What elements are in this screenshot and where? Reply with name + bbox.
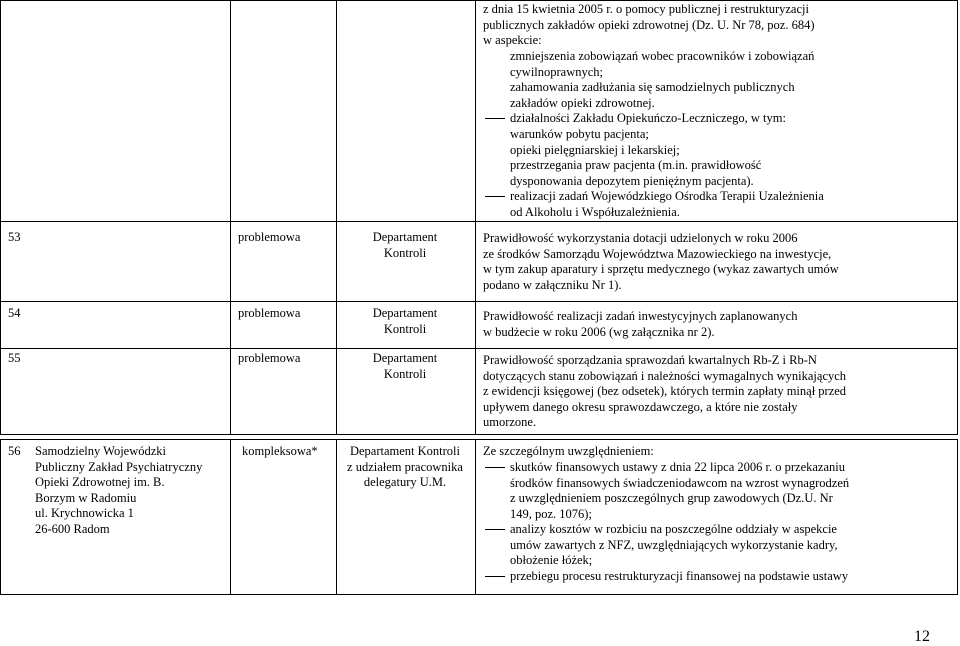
scope-bullet: analizy kosztów w rozbiciu na poszczególne oddziały w aspekcie umów zawartych z NFZ, uwzględniających wykorzystanie kadry, obłożenie łóżek; <box>510 522 838 568</box>
column-divider <box>475 0 476 221</box>
dash-bullet <box>485 467 505 468</box>
text-line: w aspekcie: <box>483 33 542 48</box>
bullet-c <box>510 189 872 220</box>
text-line: opieki pielęgniarskiej i lekarskiej; <box>510 142 680 157</box>
text-line: warunków pobytu pacjenta; <box>510 127 649 141</box>
control-scope: Prawidłowość sporządzania sprawozdań kwartalnych Rb-Z i Rb-N dotyczących stanu zobowiązań i należności wymagalnych wynikających z ewidencji księgowej (bez odsetek), których termin zapłaty minął przed upływem danego okresu sprawozdawczego, a które nie zostały umorzone. <box>483 353 847 430</box>
text-line: publicznych zakładów opieki zdrowotnej (Dz. U. Nr 78, poz. 684) <box>483 17 815 32</box>
text-line: zmniejszenia zobowiązań wobec pracowników i zobowiązań <box>510 49 815 63</box>
text-line: cywilnoprawnych; <box>510 64 604 79</box>
text-line: zakładów opieki zdrowotnej. <box>510 95 655 110</box>
dash-bullet <box>485 529 505 530</box>
control-scope: Prawidłowość realizacji zadań inwestycyjnych zaplanowanych w budżecie w roku 2006 (wg załącznika nr 2). <box>483 309 798 339</box>
text-line: realizacji zadań Wojewódzkiego Ośrodka Terapii Uzależnienia <box>510 189 824 203</box>
dash-bullet <box>485 196 505 197</box>
continued-description <box>483 2 873 49</box>
text-line: przestrzegania praw pacjenta (m.in. prawidłowość <box>510 158 762 173</box>
department: Departament Kontroli z udziałem pracownika delegatury U.M. <box>347 444 463 490</box>
scope-bullet: skutków finansowych ustawy z dnia 22 lipca 2006 r. o przekazaniu środków finansowych świadczeniodawcom na wzrost wynagrodzeń z uwzględnieniem poszczególnych grup zawodowych (Dz.U. Nr 149, poz. 1076); <box>510 460 850 521</box>
column-divider <box>336 0 337 221</box>
scope-bullet: przebiegu procesu restrukturyzacji finansowej na podstawie ustawy <box>510 569 849 583</box>
entity-name: Samodzielny Wojewódzki Publiczny Zakład Psychiatryczny Opieki Zdrowotnej im. B. Borzym w Radomiu ul. Krychnowicka 1 26-600 Radom <box>35 444 203 536</box>
text-line: z dnia 15 kwietnia 2005 r. o pomocy publicznej i restrukturyzacji <box>483 2 809 16</box>
control-type: problemowa <box>238 351 301 365</box>
text-line: zahamowania zadłużania się samodzielnych publicznych <box>510 80 795 95</box>
dash-bullet <box>485 576 505 577</box>
row-number: 54 <box>8 306 21 320</box>
row-number: 55 <box>8 351 21 365</box>
department: Departament Kontroli <box>372 351 438 381</box>
column-divider <box>230 0 231 221</box>
sub-list-b <box>510 127 872 189</box>
control-scope: Prawidłowość wykorzystania dotacji udzielonych w roku 2006 ze środków Samorządu Województwa Mazowieckiego na inwestycje, w tym zakup aparatury i sprzętu medycznego (wykaz zawartych umów podano w załączniku Nr 1). <box>483 231 839 292</box>
dash-bullet <box>485 118 505 119</box>
control-type: kompleksowa* <box>242 444 318 458</box>
control-type: problemowa <box>238 306 301 320</box>
row-number: 53 <box>8 230 21 244</box>
page-number: 12 <box>914 628 930 645</box>
sub-list-a <box>510 49 872 111</box>
department: Departament Kontroli <box>372 306 438 336</box>
department: Departament Kontroli <box>372 230 438 260</box>
text-line: od Alkoholu i Współuzależnienia. <box>510 204 680 219</box>
control-type: problemowa <box>238 230 301 244</box>
row-number: 56 <box>8 444 21 458</box>
scope-intro: Ze szczególnym uwzględnieniem: <box>483 444 654 458</box>
text-line: dysponowania depozytem pieniężnym pacjenta). <box>510 173 754 188</box>
bullet-b: działalności Zakładu Opiekuńczo-Leczniczego, w tym: <box>510 111 786 125</box>
